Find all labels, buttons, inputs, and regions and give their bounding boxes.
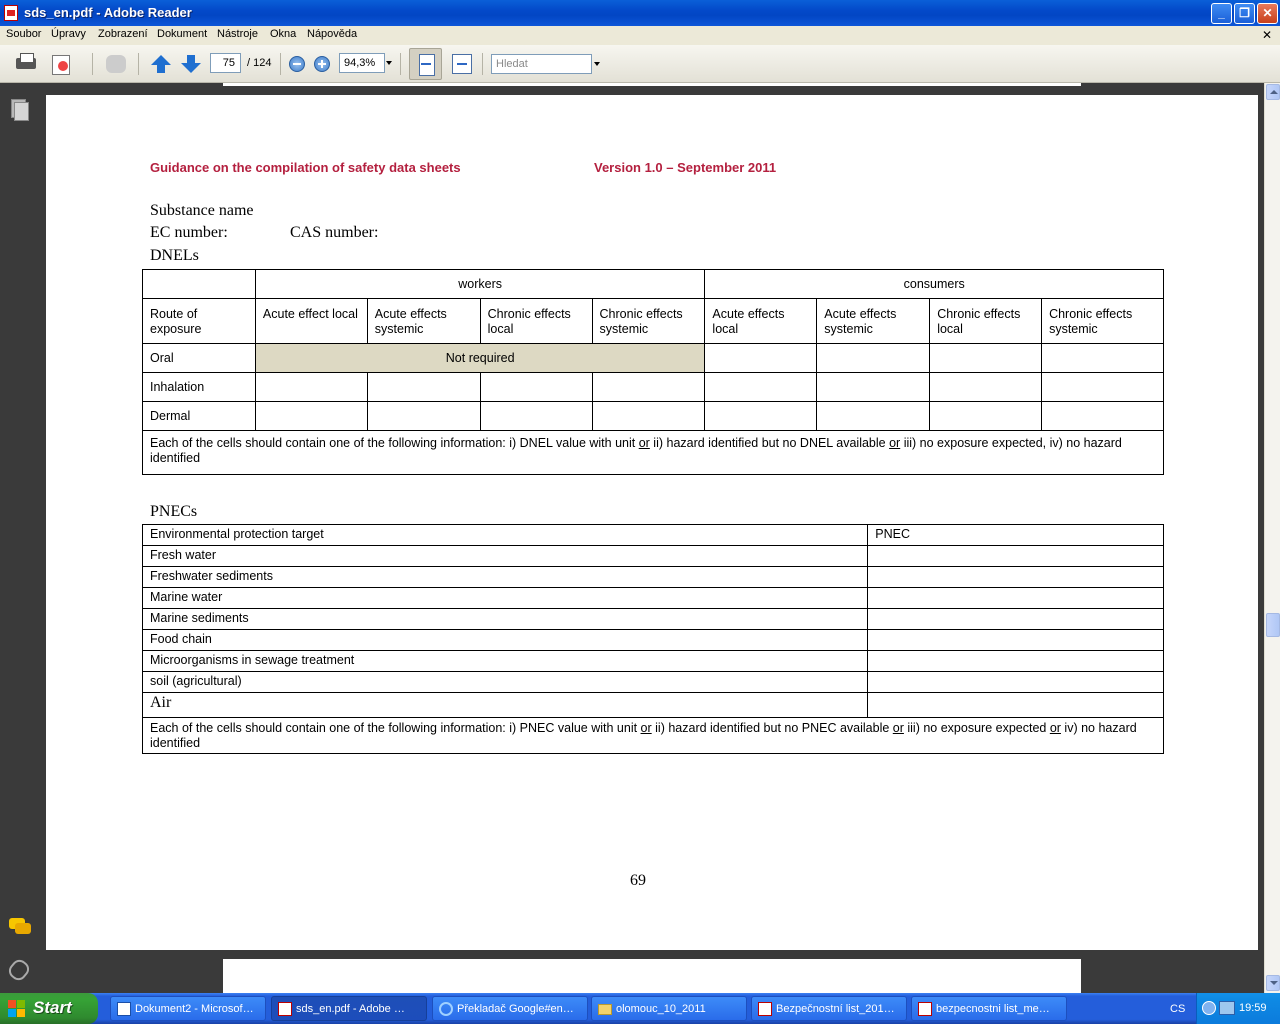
dnels-title: DNELs (150, 247, 199, 264)
note-or: or (640, 721, 652, 735)
table-cell (817, 402, 930, 431)
next-page-edge (223, 959, 1081, 993)
adobe-pdf-icon (278, 1002, 292, 1016)
taskbar (0, 993, 1280, 1024)
pnecs-title: PNECs (150, 503, 198, 520)
menu-okna[interactable]: Okna (270, 28, 297, 40)
zoom-in-icon[interactable] (314, 56, 330, 72)
next-page-icon[interactable] (180, 53, 202, 75)
table-cell (255, 373, 367, 402)
consumers-header: consumers (705, 270, 1164, 299)
comments-icon[interactable] (9, 918, 31, 936)
table-cell (930, 402, 1042, 431)
row-label: Marine water (143, 588, 868, 609)
pnec-note (143, 718, 1164, 754)
table-cell (868, 567, 1164, 588)
fit-page-icon[interactable] (452, 54, 472, 74)
table-cell (1042, 402, 1164, 431)
network-icon[interactable] (1219, 1001, 1235, 1015)
table-cell (817, 344, 930, 373)
column-header: Acute effect local (255, 299, 367, 344)
header-version: Version 1.0 – September 2011 (594, 160, 777, 175)
close-button[interactable]: ✕ (1257, 3, 1278, 24)
route-header: Route of exposure (143, 299, 256, 344)
target-header: Environmental protection target (143, 525, 868, 546)
zoom-input[interactable]: 94,3% (339, 53, 385, 73)
note-text: iii) no exposure expected (903, 721, 1050, 735)
print-icon[interactable] (14, 53, 38, 75)
menu-soubor[interactable]: Soubor (6, 28, 42, 40)
menu-bar (0, 26, 1280, 45)
navigation-panel (0, 83, 46, 993)
toolbar-separator (482, 53, 483, 75)
table-cell (143, 270, 256, 299)
taskbar-item-pdf-1[interactable] (751, 996, 907, 1021)
note-text: ii) hazard identified but no PNEC available (651, 721, 893, 735)
task-label: sds_en.pdf - Adobe … (296, 1003, 405, 1015)
row-label: Marine sediments (143, 609, 868, 630)
ec-number-label: EC number: (150, 224, 228, 241)
toolbar-separator (92, 53, 93, 75)
internet-explorer-icon (439, 1002, 453, 1016)
table-cell (868, 672, 1164, 693)
table-cell (868, 651, 1164, 672)
vertical-scrollbar[interactable] (1264, 83, 1280, 993)
column-header: Acute effects local (705, 299, 817, 344)
collaborate-icon[interactable] (104, 53, 128, 75)
search-dropdown-icon[interactable] (594, 62, 600, 66)
toolbar (0, 45, 1280, 83)
pnec-header: PNEC (868, 525, 1164, 546)
table-cell (868, 609, 1164, 630)
document-viewport[interactable] (46, 83, 1264, 993)
start-label: Start (33, 998, 72, 1017)
not-required-cell: Not required (255, 344, 705, 373)
row-label-dermal: Dermal (143, 402, 256, 431)
page-number-input[interactable]: 75 (210, 53, 241, 73)
adobe-pdf-icon (4, 5, 18, 21)
column-header: Chronic effects systemic (1042, 299, 1164, 344)
table-cell (367, 373, 480, 402)
table-cell (367, 402, 480, 431)
row-label: Fresh water (143, 546, 868, 567)
adobe-pdf-icon (918, 1002, 932, 1016)
taskbar-item-pdf-2[interactable] (911, 996, 1067, 1021)
window-title: sds_en.pdf - Adobe Reader (24, 5, 192, 20)
column-header: Chronic effects local (480, 299, 592, 344)
zoom-out-icon[interactable] (289, 56, 305, 72)
table-cell (868, 630, 1164, 651)
table-cell (480, 402, 592, 431)
restore-button[interactable]: ❐ (1234, 3, 1255, 24)
task-label: olomouc_10_2011 (616, 1003, 706, 1015)
table-cell (480, 373, 592, 402)
note-text: Each of the cells should contain one of the following information: i) DNEL value with unit (150, 436, 639, 450)
title-bar (0, 0, 1280, 26)
task-label: Překladač Google#en… (457, 1003, 574, 1015)
cas-number-label: CAS number: (290, 224, 379, 241)
table-cell (705, 373, 817, 402)
menu-nastroje[interactable]: Nástroje (217, 28, 258, 40)
scrolling-mode-icon[interactable] (409, 48, 442, 80)
table-cell (705, 344, 817, 373)
toolbar-separator (138, 53, 139, 75)
table-cell (868, 588, 1164, 609)
row-label: Freshwater sediments (143, 567, 868, 588)
pnec-table (142, 524, 1164, 754)
table-cell (592, 402, 705, 431)
note-text: Each of the cells should contain one of the following information: i) PNEC value with unit (150, 721, 641, 735)
table-cell (1042, 373, 1164, 402)
page-number: 69 (630, 872, 646, 889)
row-label-oral: Oral (143, 344, 256, 373)
table-cell (930, 373, 1042, 402)
substance-name-label: Substance name (150, 202, 254, 219)
menu-upravy[interactable]: Úpravy (51, 28, 86, 40)
zoom-dropdown-icon[interactable] (386, 61, 392, 65)
tools-icon[interactable] (50, 53, 74, 75)
start-button[interactable] (0, 993, 98, 1024)
scroll-down-icon[interactable] (1266, 975, 1280, 991)
menu-zobrazeni[interactable]: Zobrazení (98, 28, 148, 40)
row-label: soil (agricultural) (143, 672, 868, 693)
pages-icon[interactable] (11, 99, 27, 119)
note-text: iii) no exposure expected, iv) no hazard identified (150, 436, 1122, 465)
task-label: Dokument2 - Microsof… (135, 1003, 254, 1015)
column-header: Acute effects systemic (817, 299, 930, 344)
task-label: bezpecnostni list_me… (936, 1003, 1050, 1015)
document-close-icon[interactable]: ✕ (1261, 28, 1272, 42)
table-cell (868, 693, 1164, 718)
row-label: Microorganisms in sewage treatment (143, 651, 868, 672)
previous-page-edge (223, 83, 1081, 86)
dnel-table (142, 269, 1164, 475)
table-cell (868, 546, 1164, 567)
note-or: or (1049, 721, 1061, 735)
folder-icon (598, 1004, 612, 1015)
note-or: or (892, 721, 904, 735)
minimize-button[interactable]: _ (1211, 3, 1232, 24)
taskbar-item-internet-explorer[interactable] (432, 996, 588, 1021)
column-header: Chronic effects systemic (592, 299, 705, 344)
toolbar-separator (280, 53, 281, 75)
table-cell (255, 402, 367, 431)
column-header: Acute effects systemic (367, 299, 480, 344)
adobe-pdf-icon (758, 1002, 772, 1016)
page-total: / 124 (247, 57, 272, 69)
table-cell (817, 373, 930, 402)
windows-logo-icon (8, 1000, 26, 1018)
scroll-up-icon[interactable] (1266, 84, 1280, 100)
previous-page-icon[interactable] (150, 53, 172, 75)
table-cell (592, 373, 705, 402)
search-input[interactable]: Hledat (491, 54, 592, 74)
dnel-note (143, 431, 1164, 475)
note-or: or (638, 436, 650, 450)
clock[interactable]: 19:59 (1239, 1002, 1267, 1014)
note-text: iv) no hazard identified (150, 721, 1137, 750)
toolbar-separator (400, 53, 401, 75)
pdf-page (46, 95, 1258, 950)
taskbar-item-word[interactable] (110, 996, 266, 1021)
word-icon (117, 1002, 131, 1016)
system-tray (1196, 993, 1280, 1024)
menu-dokument[interactable]: Dokument (157, 28, 208, 40)
task-label: Bezpečnostní list_201… (776, 1003, 895, 1015)
header-title: Guidance on the compilation of safety data sheets (150, 160, 461, 175)
taskbar-item-folder[interactable] (591, 996, 747, 1021)
row-label: Food chain (143, 630, 868, 651)
row-label: Air (143, 693, 868, 718)
tray-expand-icon[interactable] (1202, 1001, 1216, 1015)
table-cell (930, 344, 1042, 373)
menu-napoveda[interactable]: Nápověda (307, 28, 358, 40)
note-or: or (889, 436, 901, 450)
row-label-inhalation: Inhalation (143, 373, 256, 402)
table-cell (1042, 344, 1164, 373)
scroll-thumb[interactable] (1266, 613, 1280, 637)
language-indicator[interactable]: CS (1170, 1003, 1186, 1015)
workers-header: workers (255, 270, 705, 299)
table-cell (705, 402, 817, 431)
column-header: Chronic effects local (930, 299, 1042, 344)
note-text: ii) hazard identified but no DNEL available (649, 436, 890, 450)
taskbar-item-adobe-reader[interactable] (271, 996, 427, 1021)
